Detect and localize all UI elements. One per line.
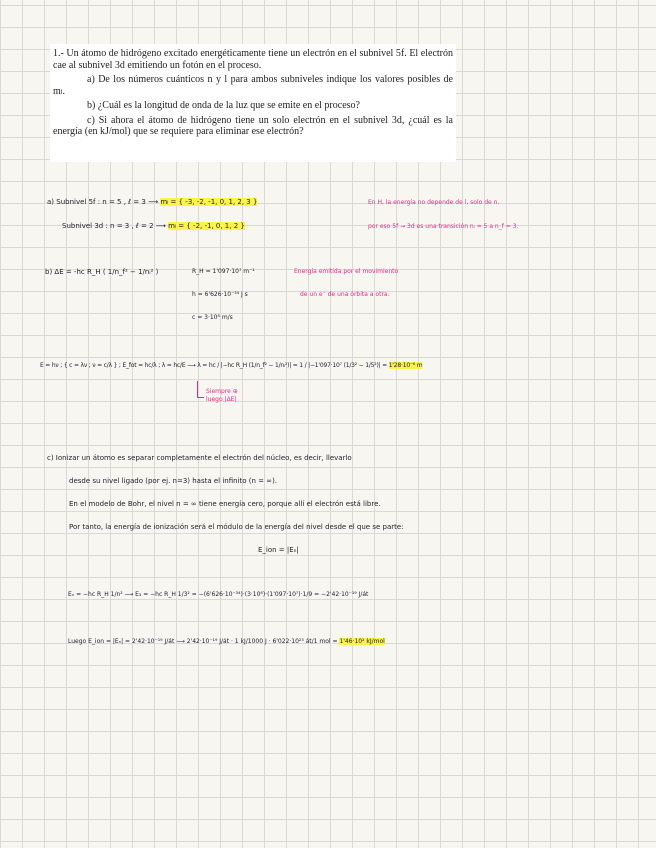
answer-c-line4: Por tanto, la energía de ionización será el módulo de la energía del nivel desde el que se parte: [69, 523, 404, 531]
problem-intro: 1.- Un átomo de hidrógeno excitado energéticamente tiene un electrón en el subnivel 5f. El electrón cae al subnivel 3d emitiendo un fotón en el proceso. [53, 48, 453, 71]
problem-statement [50, 44, 456, 162]
answer-a-ml-5f: mₗ = { -3, -2, -1, 0, 1, 2, 3 } [160, 198, 258, 206]
answer-c-line3: En el modelo de Bohr, el nivel n = ∞ tiene energía cero, porque allí el electrón está libre. [69, 500, 381, 508]
side-note-bracket [197, 381, 204, 398]
answer-b-c: c = 3·10⁸ m/s [192, 314, 233, 321]
problem-part-a: a) De los números cuánticos n y l para ambos subniveles indique los valores posibles de mₗ. [53, 74, 453, 97]
answer-a-line2-prefix: Subnivel 3d : n = 3 , ℓ = 2 ⟶ [62, 222, 169, 230]
answer-a-line1 [47, 198, 257, 206]
answer-a-line2 [62, 222, 245, 230]
answer-a-note1: En H, la energía no depende de l, solo de n. [368, 199, 500, 206]
answer-b-result: 1'28·10⁻⁶ m [388, 362, 423, 369]
answer-c-final [68, 638, 385, 645]
answer-a-note2: por eso 5f → 3d es una transición nᵢ = 5 a n_f = 3. [368, 223, 519, 230]
answer-a-line1-prefix: a) Subnivel 5f : n = 5 , ℓ = 3 ⟶ [47, 198, 161, 206]
answer-b-side-note: Siempre ⊕ luego |ΔE| [206, 388, 238, 403]
answer-a-ml-3d: mₗ = { -2, -1, 0, 1, 2 } [168, 222, 245, 230]
answer-b-wavelength [40, 362, 422, 369]
answer-b-rh: R_H = 1'097·10⁷ m⁻¹ [192, 268, 255, 275]
answer-c-final-result: 1'46·10² kJ/mol [339, 638, 385, 645]
answer-b-h: h = 6'626·10⁻³⁴ J s [192, 291, 248, 298]
answer-c-en-line: Eₙ = −hc R_H 1/n² ⟶ E₃ = −hc R_H 1/3² = −(6'626·10⁻³⁴)·(3·10⁸)·(1'097·10⁷)·1/9 = −2'42·10⁻¹⁹ J/át [68, 591, 369, 598]
answer-b-formula: b) ΔE = -hc R_H ( 1/n_f² − 1/nᵢ² ) [45, 268, 159, 276]
problem-part-b: b) ¿Cuál es la longitud de onda de la luz que se emite en el proceso? [87, 100, 360, 111]
answer-c-line1: c) Ionizar un átomo es separar completamente el electrón del núcleo, es decir, llevarlo [47, 454, 352, 462]
answer-b-note1: Energía emitida por el movimiento [294, 268, 399, 275]
answer-b-note2: de un e⁻ de una órbita a otra. [300, 291, 390, 298]
answer-c-line2: desde su nivel ligado (por ej. n=3) hasta el infinito (n = ∞). [69, 477, 278, 485]
problem-part-c: c) Si ahora el átomo de hidrógeno tiene un solo electrón en el subnivel 3d, ¿cuál es la energía (en kJ/mol) que se requiere para eliminar ese electrón? [53, 114, 453, 137]
answer-c-final-prefix: Luego E_ion = |Eₙ| = 2'42·10⁻¹⁹ J/át ⟶ 2'42·10⁻¹⁹ J/át · 1 kJ/1000 J · 6'022·10²³ át/1 mol = [68, 638, 340, 645]
answer-b-wave-eq: E = hν ; { c = λν ; ν = c/λ } ; E_fot = hc/λ ; λ = hc/E ⟶ λ = hc / |−hc R_H (1/n_f² − 1/nᵢ²)| = 1 / |−1'097·10⁷ (1/3² − 1/5²)| = [40, 362, 389, 369]
answer-c-eion: E_ion = |Eₙ| [258, 546, 299, 554]
